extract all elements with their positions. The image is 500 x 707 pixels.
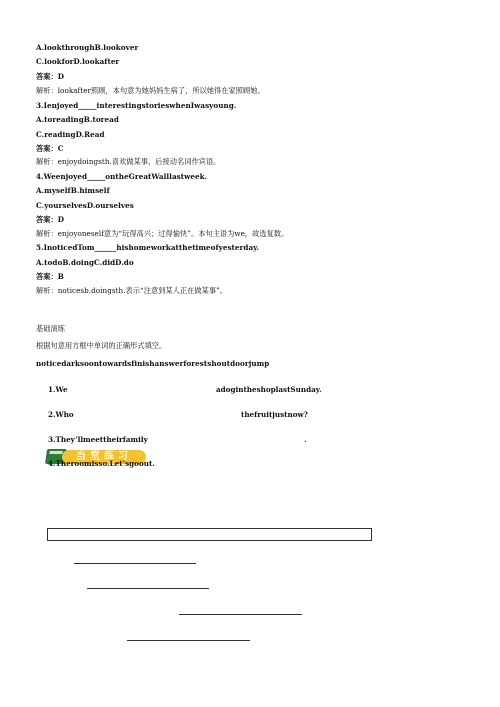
question-5: 5.InoticedTom______hishomeworkatthetimeofyesterday. [36, 243, 260, 252]
explanation-line: 解析：noticesb.doingsth.表示“注意到某人正在做某事”。 [36, 286, 228, 295]
option-line: C.lookforD.lookafter [36, 57, 120, 66]
exercise-1-start: 1.We [48, 385, 68, 394]
option-line: C.readingD.Read [36, 130, 105, 139]
badge-label: 当堂练习 [62, 450, 146, 464]
answer-box [47, 528, 372, 541]
explanation-line: 解析：lookafter照顾，本句意为她妈妈生病了，所以她得在家照顾她。 [36, 86, 265, 95]
answer-line: 答案：D [36, 215, 64, 224]
exercise-2-start: 2.Who [48, 410, 74, 419]
blank-line [127, 640, 250, 641]
explanation-line: 解析：enjoyoneself意为“玩得高兴；过得愉快”。本句主语为we，故选复数。 [36, 229, 289, 238]
exercise-2-end: thefruitjustnow? [241, 410, 308, 419]
exercise-3-start: 3.They’llmeettheirfamily [48, 435, 148, 444]
explanation-line: 解析：enjoydoingsth.喜欢做某事，后接动名词作宾语。 [36, 157, 221, 166]
answer-line: 答案：C [36, 144, 64, 153]
blank-line [87, 588, 209, 589]
blank-line [74, 563, 196, 564]
exercise-3-end: . [304, 435, 307, 444]
section-instruction: 根据句意用方框中单词的正确形式填空。 [36, 341, 167, 350]
option-line: C.yourselvesD.ourselves [36, 201, 134, 210]
answer-line: 答案：B [36, 272, 64, 281]
exercise-4-start: 4.Theroomisso.Let’sgoout. [48, 459, 155, 468]
option-line: A.todoB.doingC.didD.do [36, 258, 134, 267]
option-line: A.lookthroughB.lookover [36, 43, 139, 52]
option-line: A.toreadingB.toread [36, 115, 119, 124]
question-3: 3.Ienjoyed_____interestingstorieswhenIwasyoung. [36, 101, 237, 110]
option-line: A.myselfB.himself [36, 186, 110, 195]
exercise-1-end: adogintheshoplastSunday. [216, 385, 322, 394]
question-4: 4.Weenjoyed_____ontheGreatWalllastweek. [36, 172, 208, 181]
answer-line: 答案：D [36, 72, 64, 81]
blank-line [179, 614, 302, 615]
section-title: 基础演练 [36, 324, 65, 333]
word-bank: noticedarksoontowardsfinishanswerforestshoutdoorjump [36, 359, 270, 368]
